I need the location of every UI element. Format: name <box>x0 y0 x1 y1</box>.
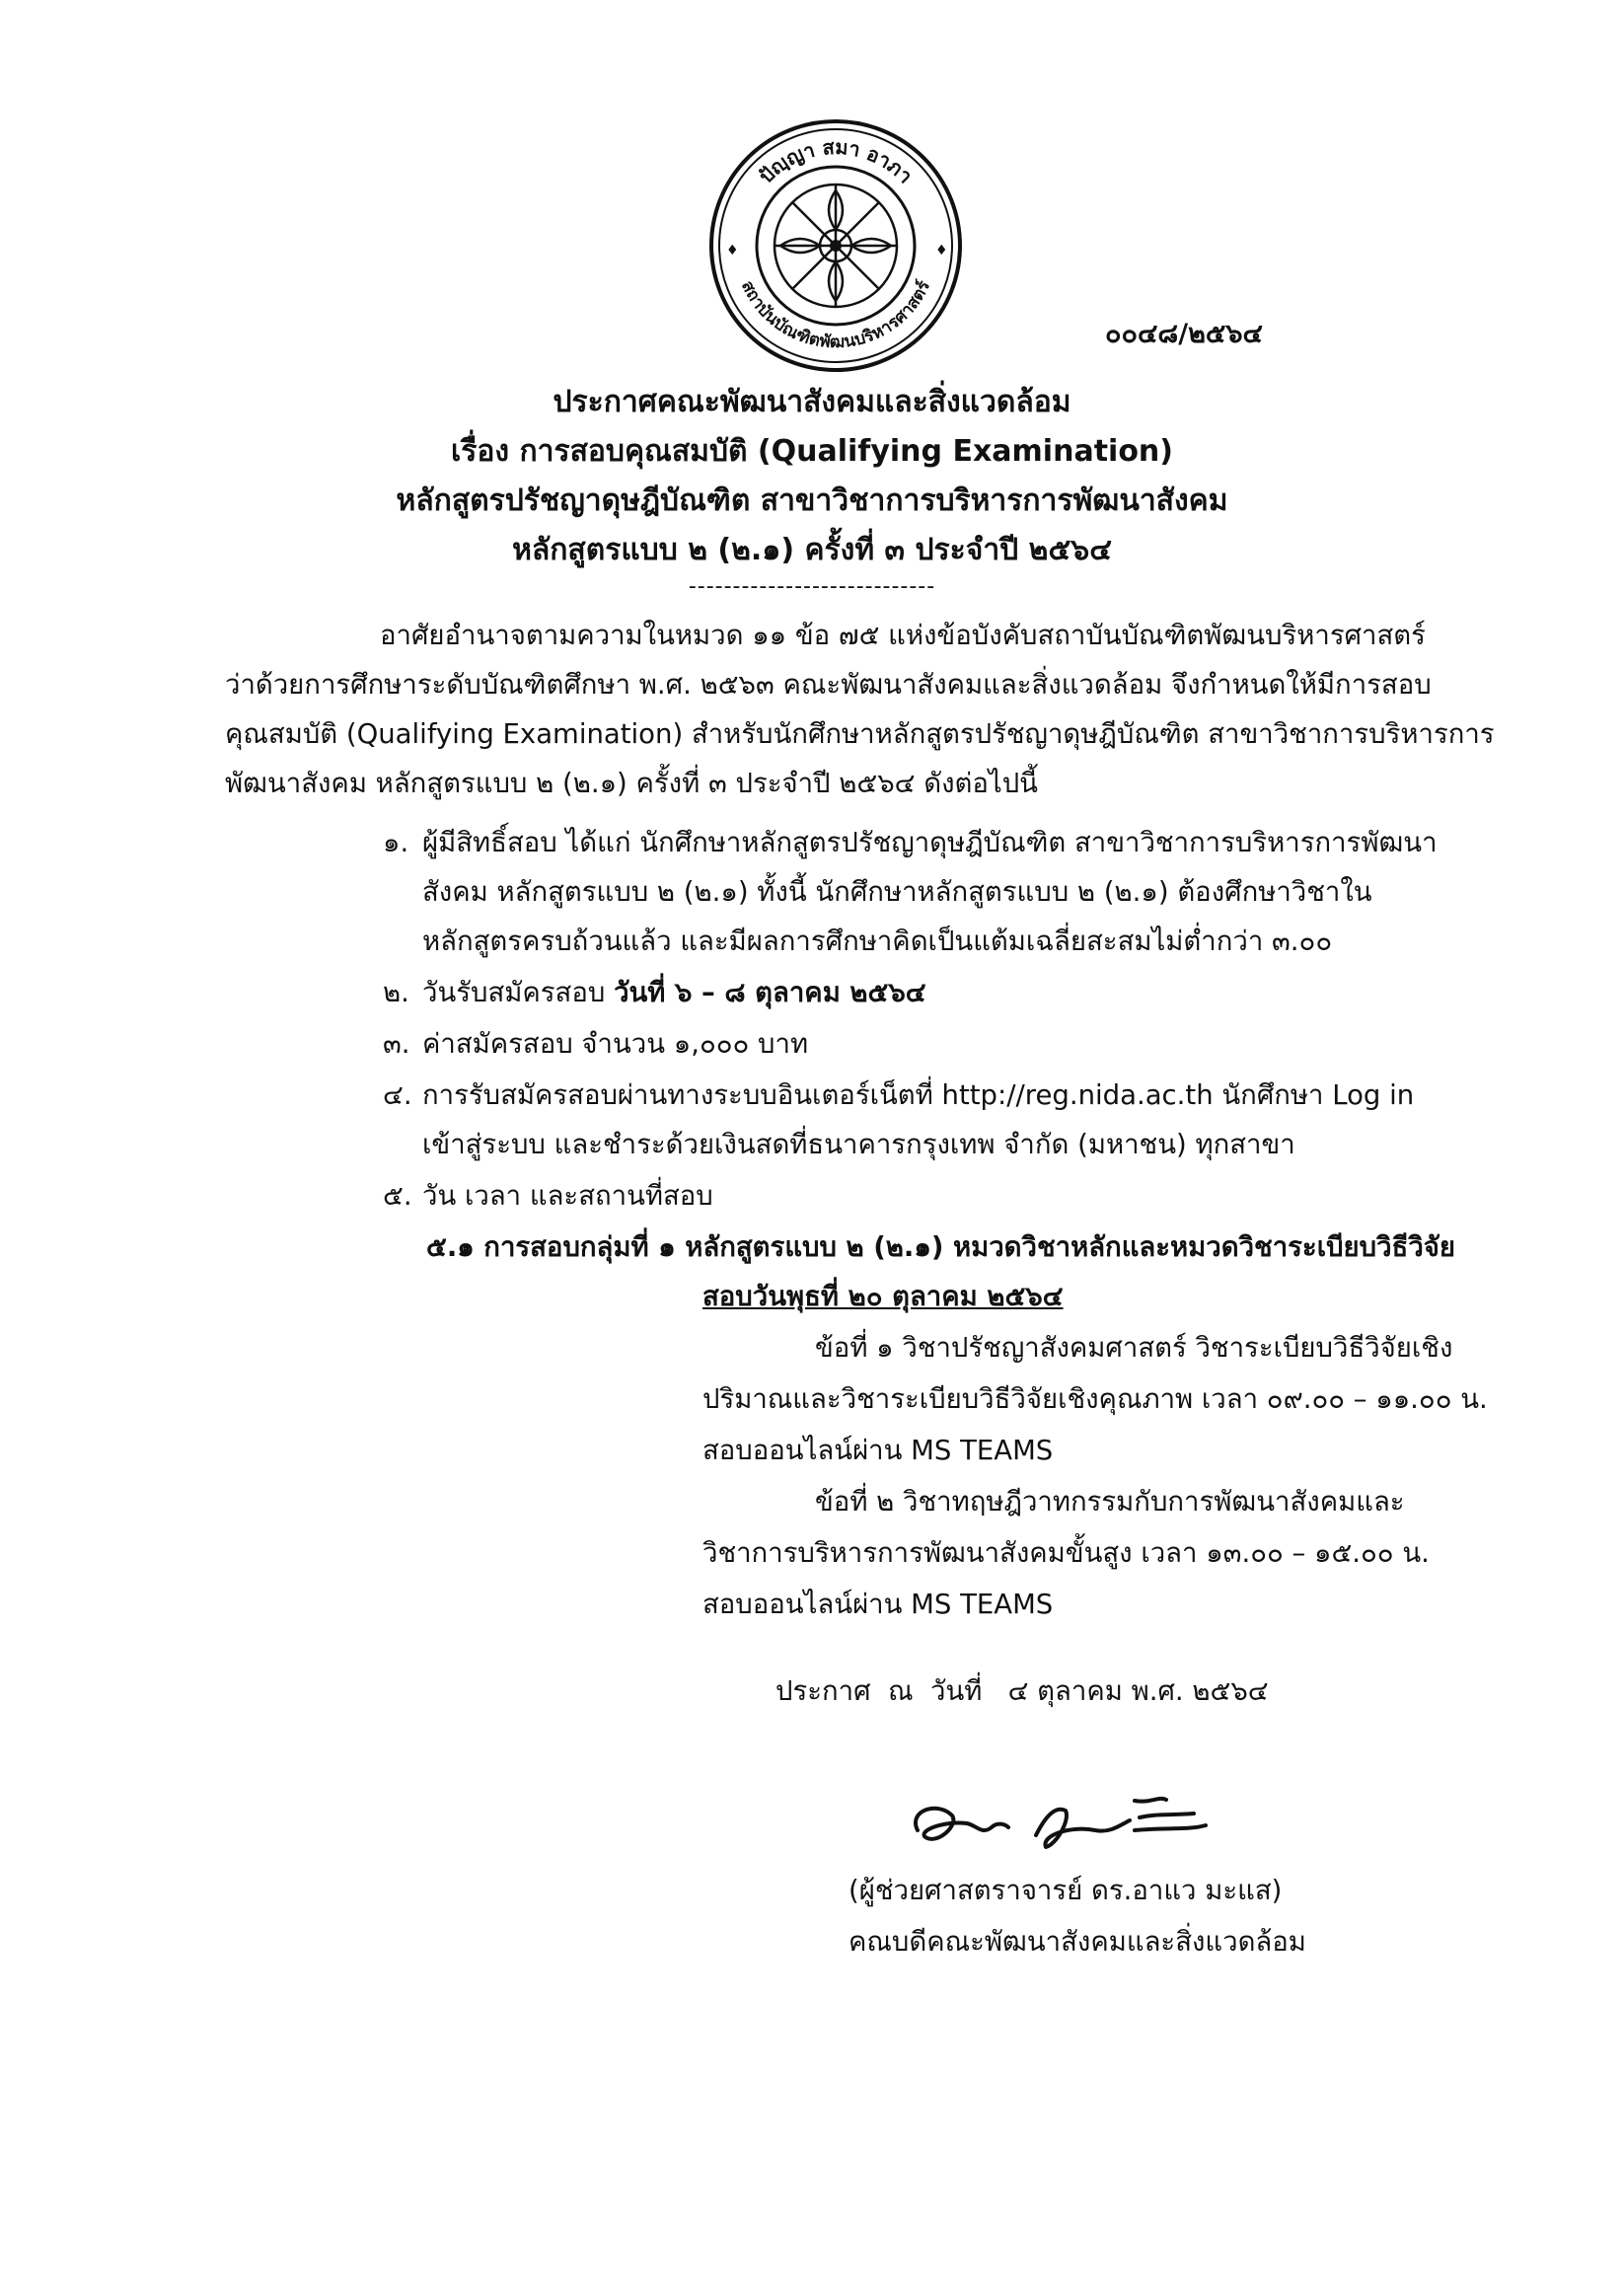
registration-label: วันรับสมัครสอบ <box>422 977 606 1008</box>
item-4-line: การรับสมัครสอบผ่านทางระบบอินเตอร์เน็ตที่ http://reg.nida.ac.th นักศึกษา Log in <box>422 1079 1415 1111</box>
item-number: ๔. <box>383 1079 412 1111</box>
svg-text:สถาบันบัณฑิตพัฒนบริหารศาสตร์: สถาบันบัณฑิตพัฒนบริหารศาสตร์ <box>736 277 934 353</box>
program-round-line: หลักสูตรแบบ ๒ (๒.๑) ครั้งที่ ๓ ประจำปี ๒๕๖๔ <box>512 533 1112 567</box>
exam-part-2-line: สอบออนไลน์ผ่าน MS TEAMS <box>702 1589 1054 1620</box>
intro-line: อาศัยอำนาจตามความในหมวด ๑๑ ข้อ ๗๕ แห่งข้อบังคับสถาบันบัณฑิตพัฒนบริหารศาสตร์ <box>380 620 1426 651</box>
exam-date: สอบวันพุธที่ ๒๐ ตุลาคม ๒๕๖๔ <box>702 1281 1064 1312</box>
svg-text:♦: ♦ <box>935 243 948 259</box>
program-line: หลักสูตรปรัชญาดุษฎีบัณฑิต สาขาวิชาการบริหารการพัฒนาสังคม <box>396 483 1228 518</box>
svg-text:ปัญฺญา สมา อาภา: ปัญฺญา สมา อาภา <box>754 134 918 188</box>
intro-line: พัฒนาสังคม หลักสูตรแบบ ๒ (๒.๑) ครั้งที่ ๓ ประจำปี ๒๕๖๔ ดังต่อไปนี้ <box>225 768 1038 799</box>
document-number: ๐๐๔๘/๒๕๖๔ <box>1105 319 1263 349</box>
announcement-date: ประกาศ ณ วันที่ ๔ ตุลาคม พ.ศ. ๒๕๖๔ <box>775 1675 1269 1707</box>
exam-part-2-line: ข้อที่ ๒ วิชาทฤษฎีวาทกรรมกับการพัฒนาสังคมและ <box>815 1486 1405 1518</box>
registration-date: วันที่ ๖ – ๘ ตุลาคม ๒๕๖๔ <box>614 977 926 1008</box>
item-number: ๓. <box>383 1028 410 1060</box>
item-number: ๕. <box>383 1180 412 1212</box>
exam-part-2-line: วิชาการบริหารการพัฒนาสังคมขั้นสูง เวลา ๑๓.๐๐ – ๑๕.๐๐ น. <box>702 1537 1430 1569</box>
signatory-name: (ผู้ช่วยศาสตราจารย์ ดร.อาแว มะแส) <box>849 1875 1283 1906</box>
institute-seal <box>706 116 965 375</box>
item-1-line: สังคม หลักสูตรแบบ ๒ (๒.๑) ทั้งนี้ นักศึกษาหลักสูตรแบบ ๒ (๒.๑) ต้องศึกษาวิชาใน <box>422 876 1372 908</box>
announcement-title: ประกาศคณะพัฒนาสังคมและสิ่งแวดล้อม <box>553 385 1071 419</box>
exam-part-1-line: ข้อที่ ๑ วิชาปรัชญาสังคมศาสตร์ วิชาระเบียบวิธีวิจัยเชิง <box>815 1332 1453 1364</box>
item-1-line: หลักสูตรครบถ้วนแล้ว และมีผลการศึกษาคิดเป็นแต้มเฉลี่ยสะสมไม่ต่ำกว่า ๓.๐๐ <box>422 926 1333 957</box>
item-number: ๑. <box>383 827 409 858</box>
item-1-line: ผู้มีสิทธิ์สอบ ได้แก่ นักศึกษาหลักสูตรปรัชญาดุษฎีบัณฑิต สาขาวิชาการบริหารการพัฒนา <box>422 827 1438 858</box>
item-number: ๒. <box>383 977 409 1008</box>
subject-line: เรื่อง การสอบคุณสมบัติ (Qualifying Examination) <box>450 434 1173 469</box>
exam-part-1-line: สอบออนไลน์ผ่าน MS TEAMS <box>702 1435 1054 1466</box>
handwritten-signature-icon <box>898 1776 1214 1865</box>
item-3-line: ค่าสมัครสอบ จำนวน ๑,๐๐๐ บาท <box>422 1028 809 1060</box>
seal-emblem-icon <box>706 116 965 375</box>
item-2-line <box>422 977 926 1009</box>
exam-group-heading: ๕.๑ การสอบกลุ่มที่ ๑ หลักสูตรแบบ ๒ (๒.๑) หมวดวิชาหลักและหมวดวิชาระเบียบวิธีวิจัย <box>426 1231 1456 1263</box>
item-5-line: วัน เวลา และสถานที่สอบ <box>422 1180 713 1212</box>
signature <box>898 1776 1214 1865</box>
svg-text:♦: ♦ <box>726 243 739 259</box>
intro-line: คุณสมบัติ (Qualifying Examination) สำหรับนักศึกษาหลักสูตรปรัชญาดุษฎีบัณฑิต สาขาวิชาการบริหารการ <box>225 718 1495 750</box>
signatory-position: คณบดีคณะพัฒนาสังคมและสิ่งแวดล้อม <box>849 1926 1306 1958</box>
separator-line: ---------------------------- <box>688 574 936 599</box>
exam-part-1-line: ปริมาณและวิชาระเบียบวิธีวิจัยเชิงคุณภาพ เวลา ๐๙.๐๐ – ๑๑.๐๐ น. <box>702 1383 1488 1415</box>
intro-line: ว่าด้วยการศึกษาระดับบัณฑิตศึกษา พ.ศ. ๒๕๖๓ คณะพัฒนาสังคมและสิ่งแวดล้อม จึงกำหนดให้มีการสอบ <box>225 669 1432 701</box>
item-4-line: เข้าสู่ระบบ และชำระด้วยเงินสดที่ธนาคารกรุงเทพ จำกัด (มหาชน) ทุกสาขา <box>422 1129 1295 1160</box>
